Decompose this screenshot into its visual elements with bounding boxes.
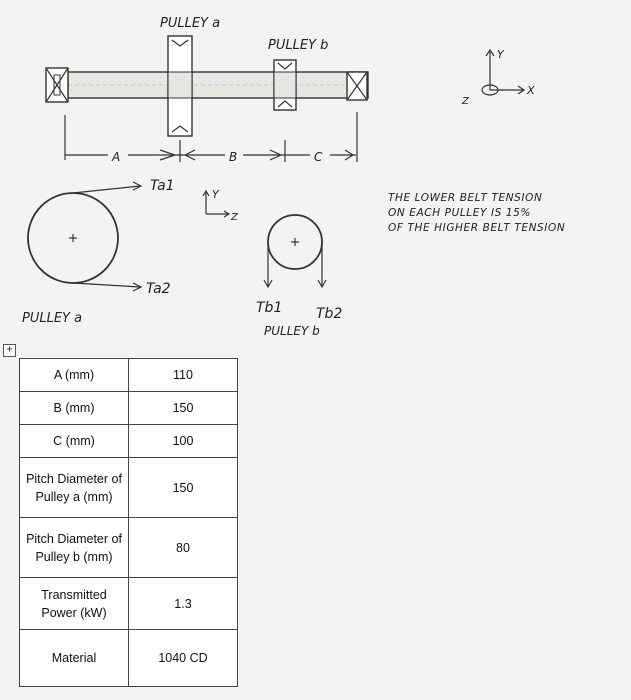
- note-line-3: OF THE HIGHER BELT TENSION: [388, 222, 566, 234]
- parameters-table: [19, 358, 238, 687]
- row-value: 150: [129, 458, 238, 518]
- dim-c-label: C: [314, 150, 323, 164]
- table-row: [20, 518, 238, 578]
- dim-b-label: B: [229, 150, 238, 164]
- pulley-b-side-view: [264, 215, 326, 287]
- row-value: 110: [129, 359, 238, 392]
- note-line-2: ON EACH PULLEY IS 15%: [388, 207, 531, 219]
- belt-tension-note: [388, 191, 613, 236]
- pulley-a-side-view: [28, 182, 141, 291]
- note-line-1: THE LOWER BELT TENSION: [388, 192, 543, 204]
- table-row: [20, 630, 238, 687]
- table-row: [20, 458, 238, 518]
- pulley-a-section: [168, 36, 192, 136]
- row-value: 1040 CD: [129, 630, 238, 687]
- row-label: A (mm): [20, 359, 129, 392]
- right-bearing: [347, 72, 367, 100]
- row-value: 1.3: [129, 578, 238, 630]
- table-row: [20, 359, 238, 392]
- pulley-b-section: [274, 60, 296, 110]
- pulley-a-top-label: PULLEY a: [160, 16, 221, 31]
- tension-b1-label: Tb1: [256, 300, 283, 316]
- table-row: [20, 425, 238, 458]
- shaft: [68, 72, 368, 98]
- axis-z-small-label: Z: [231, 212, 238, 223]
- pulley-a-side-label: PULLEY a: [22, 311, 83, 326]
- row-label: Material: [20, 630, 129, 687]
- dim-a-label: A: [112, 150, 121, 164]
- row-label: Transmitted Power (kW): [20, 578, 129, 630]
- pulley-b-top-label: PULLEY b: [268, 38, 329, 53]
- tension-b2-label: Tb2: [316, 306, 343, 322]
- tension-a1-label: Ta1: [150, 178, 175, 194]
- table-row: [20, 392, 238, 425]
- row-label: C (mm): [20, 425, 129, 458]
- left-bearing: [46, 68, 68, 102]
- table-move-handle-icon[interactable]: +: [3, 344, 16, 357]
- axis-y-label: Y: [497, 48, 504, 61]
- pulley-b-side-label: PULLEY b: [264, 324, 320, 338]
- table-row: [20, 578, 238, 630]
- row-value: 150: [129, 392, 238, 425]
- tension-a2-label: Ta2: [146, 281, 171, 297]
- axis-y-small-label: Y: [212, 188, 219, 201]
- axis-z-label: Z: [462, 96, 469, 107]
- axis-x-label: X: [527, 84, 535, 97]
- row-label: Pitch Diameter of Pulley b (mm): [20, 518, 129, 578]
- row-value: 80: [129, 518, 238, 578]
- row-label: B (mm): [20, 392, 129, 425]
- row-label: Pitch Diameter of Pulley a (mm): [20, 458, 129, 518]
- row-value: 100: [129, 425, 238, 458]
